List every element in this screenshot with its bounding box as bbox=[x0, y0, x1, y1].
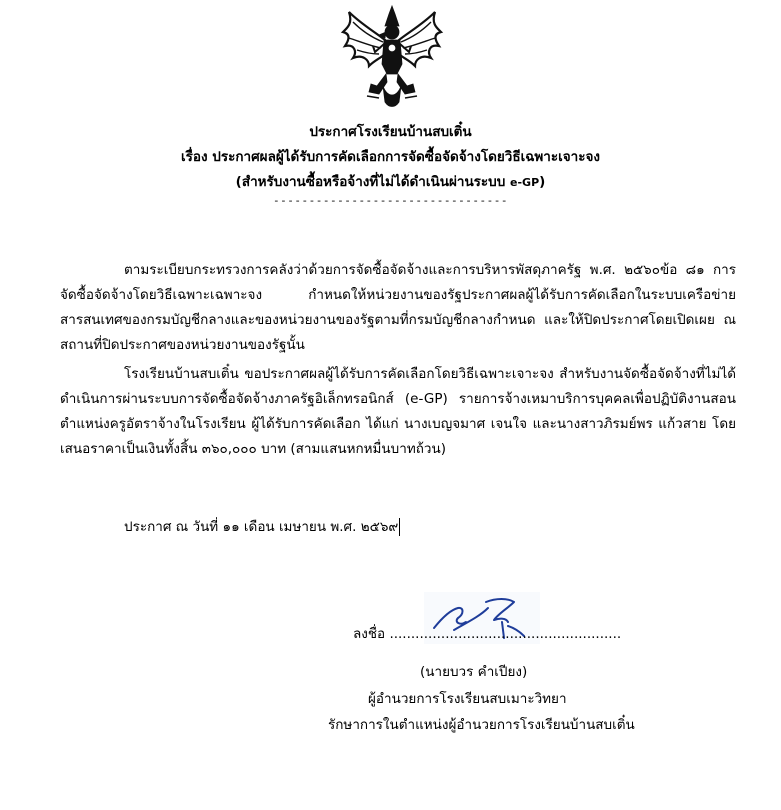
sign-label: ลงชื่อ bbox=[353, 626, 390, 642]
announcement-subtitle bbox=[0, 170, 781, 195]
announcement-subject: เรื่อง ประกาศผลผู้ได้รับการคัดเลือกการจัดซื้อจัดจ้างโดยวิธีเฉพาะเจาะจง bbox=[181, 149, 600, 165]
paragraph-result: โรงเรียนบ้านสบเติ๋น ขอประกาศผลผู้ได้รับการคัดเลือกโดยวิธีเฉพาะเจาะจง สำหรับงานจัดซื้อจัดจ้างที่ไม่ได้ดำเนินการผ่านระบบการจัดซื้อจัดจ้างภาครัฐอิเล็กทรอนิกส์ (e-GP) รายการจ้างเหมาบริการบุคคลเพื่อปฏิบัติงานสอนตำแหน่งครูอัตราจ้างในโรงเรียน ผู้ได้รับการคัดเลือก ได้แก่ นางเบญจมาศ เจนใจ และนางสาวภิรมย์พร แก้วสาย โดยเสนอราคาเป็นเงินทั้งสิ้น ๓๖๐,๐๐๐ บาท (สามแสนหกหมื่นบาทถ้วน) bbox=[60, 366, 736, 457]
signature-line bbox=[353, 622, 621, 647]
sign-dots: ...................................................... bbox=[389, 626, 622, 642]
signer-name: (นายบวร คำเปียง) bbox=[420, 664, 528, 680]
announcement-title: ประกาศโรงเรียนบ้านสบเติ๋น bbox=[309, 124, 472, 140]
date-text: ประกาศ ณ วันที่ ๑๑ เดือน เมษายน พ.ศ. ๒๕๖๙ bbox=[124, 519, 399, 535]
subtitle-main: (สำหรับงานซื้อหรือจ้างที่ไม่ได้ดำเนินผ่านระบบ bbox=[235, 174, 511, 190]
garuda-emblem-icon bbox=[339, 2, 445, 112]
subtitle-egp: e-GP bbox=[510, 176, 540, 189]
text-cursor bbox=[399, 518, 400, 536]
signer-position: ผู้อำนวยการโรงเรียนสบเมาะวิทยา bbox=[368, 691, 567, 707]
subtitle-end: ) bbox=[539, 174, 546, 190]
signer-acting-position: รักษาการในตำแหน่งผู้อำนวยการโรงเรียนบ้านสบเติ๋น bbox=[328, 717, 635, 733]
announcement-date bbox=[124, 515, 400, 540]
paragraph-regulation: ตามระเบียบกระทรวงการคลังว่าด้วยการจัดซื้อจัดจ้างและการบริหารพัสดุภาครัฐ พ.ศ. ๒๕๖๐ข้อ ๘๑ การจัดซื้อจัดจ้างโดยวิธีเฉพาะเฉพาะจง กำหนดให้หน่วยงานของรัฐประกาศผลผู้ได้รับการคัดเลือกในระบบเครือข่ายสารสนเทศของกรมบัญชีกลางและของหน่วยงานของรัฐตามที่กรมบัญชีกลางกำหนด และให้ปิดประกาศโดยเปิดเผย ณ สถานที่ปิดประกาศของหน่วยงานของรัฐนั้น bbox=[60, 262, 736, 353]
header-divider: --------------------------------- bbox=[272, 194, 509, 207]
